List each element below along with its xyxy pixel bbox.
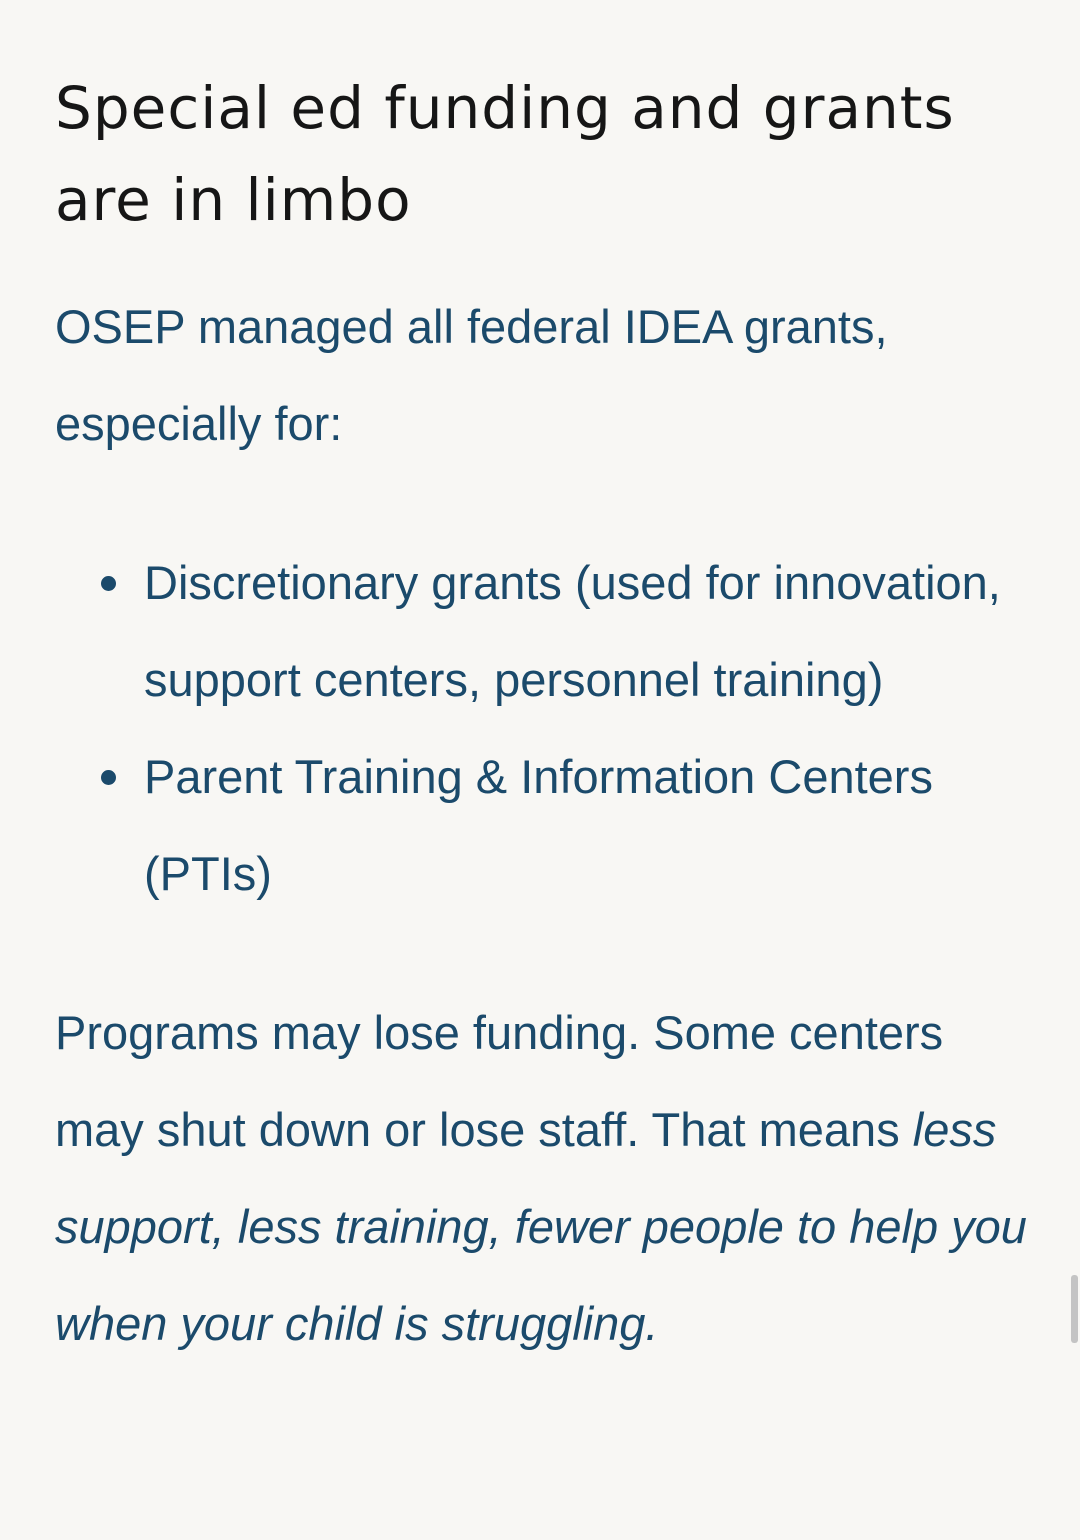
closing-text: Programs may lose funding. Some centers may shut down or lose staff. That means <box>55 1006 944 1156</box>
grant-list <box>55 534 1035 922</box>
intro-paragraph: OSEP managed all federal IDEA grants, especially for: <box>55 300 888 450</box>
closing-paragraph <box>55 984 1035 1372</box>
article-section <box>55 62 1035 1372</box>
list-item <box>55 534 1035 728</box>
closing-emphasis: less support, less training, fewer people to help you when your child is struggling. <box>55 1103 1027 1350</box>
list-item-text: Discretionary grants (used for innovation, support centers, personnel training) <box>144 556 1001 706</box>
scrollbar-thumb[interactable] <box>1071 1275 1078 1343</box>
list-item-text: Parent Training & Information Centers (PTIs) <box>144 750 933 900</box>
bullet-icon <box>101 770 116 785</box>
bullet-icon <box>101 576 116 591</box>
list-item <box>55 728 1035 922</box>
section-heading: Special ed funding and grants are in limbo <box>55 74 955 234</box>
